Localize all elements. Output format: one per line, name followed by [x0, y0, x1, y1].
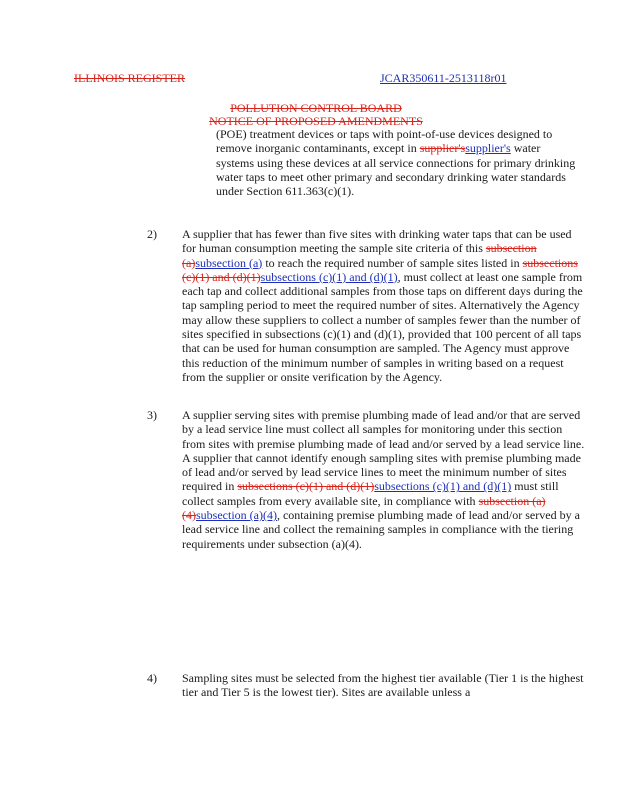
deleted-text: subsection (a)(4)	[182, 493, 546, 523]
item-text: Sampling sites must be selected from the highest tier available (Tier 1 is the highest tier and Tier 5 is the lowest tier). Sites are available unless a	[182, 671, 584, 700]
item-number: 2)	[147, 227, 157, 241]
item-number: 3)	[147, 408, 157, 422]
deleted-text: subsections (c)(1) and (d)(1)	[237, 479, 375, 494]
deleted-text: supplier's	[419, 141, 466, 156]
list-item	[147, 671, 587, 700]
item-text	[182, 227, 587, 384]
item-text-run: A supplier that has fewer than five sites with drinking water taps that can be used for human consumption meeting the sample site criteria of this	[182, 227, 572, 256]
agency-title: POLLUTION CONTROL BOARD	[230, 101, 402, 115]
item-text-run: , containing premise plumbing made of lead and/or served by a lead service line and collect the remaining samples in compliance with the tiering requirements under subsection (a)(4).	[182, 508, 580, 551]
inserted-text: subsection (a)	[195, 255, 263, 270]
inserted-text: subsections (c)(1) and (d)(1)	[260, 269, 398, 284]
deleted-text: subsections (c)(1) and (d)(1)	[182, 255, 578, 284]
continuation-text: water systems using these devices at all service connections for primary drinking water taps to meet other primary and secondary drinking water standards under Section 611.363(c)(1)	[216, 141, 576, 199]
item-text-run: , must collect at least one sample from each tap and collect additional samples from those taps on different days during the tap sampling period to meet the required number of sites. Alternatively the Agency may allow these suppliers to collect a number of samples fewer than the number of sites specified in subsections (c)(1) and (d)(1), provided that 100 percent of all taps that can be used for human consumption are sampled. The Agency must approve this reduction of the minimum number of samples in writing based on a request from the supplier or onsite verification by the Agency.	[182, 269, 583, 384]
continuation-text: (POE) treatment devices or taps with point-of-use devices designed to remove inorganic contaminants, except in	[216, 127, 553, 156]
inserted-text: subsection (a)(4)	[196, 508, 277, 523]
inserted-text: supplier's	[465, 141, 511, 156]
notice-title: NOTICE OF PROPOSED AMENDMENTS	[209, 114, 423, 128]
document-id: JCAR350611-2513118r01	[380, 71, 507, 85]
continuation-paragraph	[216, 127, 576, 198]
item-text	[182, 408, 587, 551]
item-text-run: to reach the required number of sample sites listed in	[262, 255, 523, 270]
item-text-run: must still collect samples from every available site, in compliance with	[182, 479, 559, 508]
inserted-text: subsections (c)(1) and (d)(1)	[374, 479, 512, 494]
register-header: ILLINOIS REGISTER	[74, 71, 185, 85]
list-item	[147, 408, 587, 551]
item-number: 4)	[147, 671, 157, 685]
item-text-run: A supplier serving sites with premise plumbing made of lead and/or that are served by a lead service line must collect all samples for monitoring under this section from sites with premise plumbing made of lead and/or served by a lead service line. A supplier that cannot identify enough sampling sites with premise plumbing made of lead and/or served by lead service lines to meet the minimum number of sites required in	[182, 408, 585, 494]
deleted-text: subsection (a)	[182, 241, 537, 270]
continuation-text: .	[351, 184, 355, 199]
list-item	[147, 227, 587, 384]
